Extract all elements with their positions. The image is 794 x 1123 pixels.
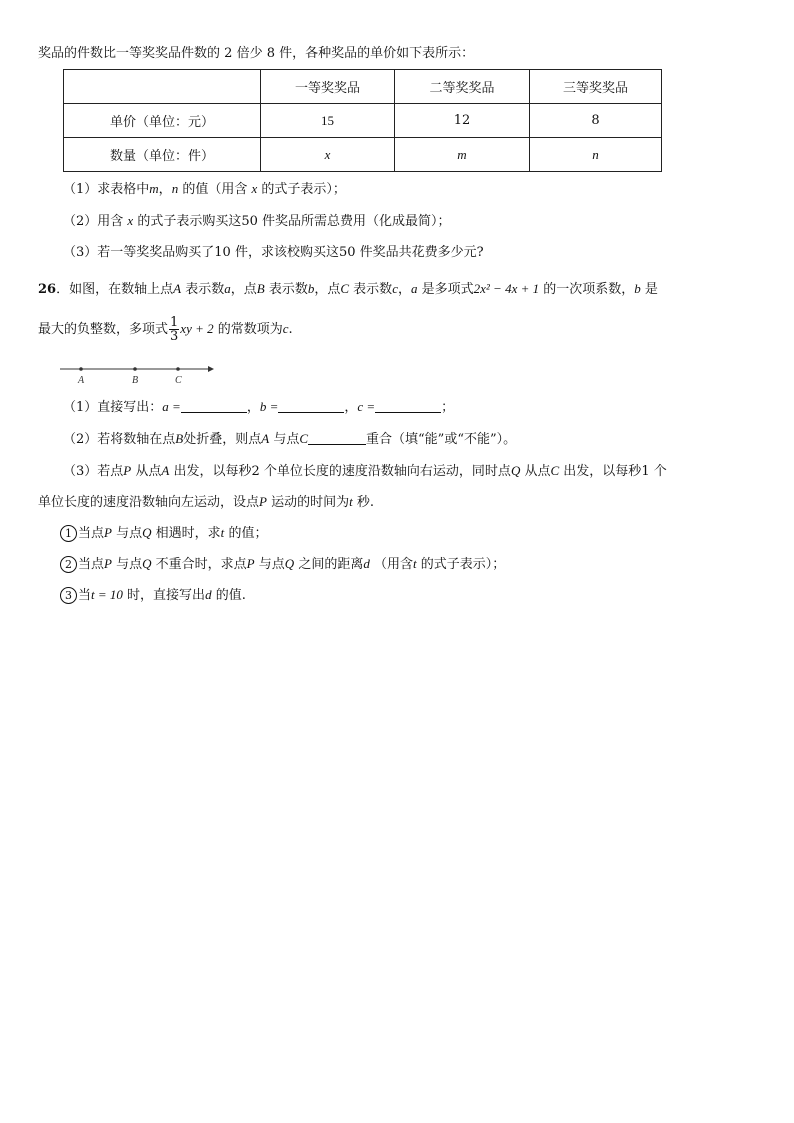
point-C (176, 367, 180, 371)
intro-line (38, 44, 474, 64)
text: 件奖品共花费多少元? (359, 245, 484, 260)
point-A (79, 367, 83, 371)
text: 当点 (78, 526, 105, 541)
table-row-price (64, 104, 662, 138)
table-cell: 15 (261, 104, 395, 138)
intro-part3: 件，各种奖品的单价如下表所示： (279, 46, 475, 61)
var-x: x (127, 213, 134, 228)
equation-t: t = 10 (91, 587, 123, 602)
text: 的式子表示购买这 (137, 214, 242, 229)
var-Q: Q (142, 556, 152, 571)
fraction-numerator: 1 (170, 315, 179, 330)
text: 的值. (215, 588, 246, 603)
q26-line1 (38, 279, 658, 300)
var-Q: Q (510, 463, 521, 478)
eq-b: b = (259, 399, 279, 414)
q25-sub1 (63, 179, 346, 200)
text: （用含 (373, 557, 413, 572)
text: 是多项式 (421, 282, 474, 297)
text: ， (344, 400, 358, 415)
table-row-label: 单价（单位：元） (64, 104, 261, 138)
q26-sub2 (63, 429, 516, 450)
var-P: P (246, 556, 255, 571)
q26-line2 (38, 314, 293, 345)
text: （2）用含 (63, 214, 124, 229)
var-d: d (205, 587, 212, 602)
text: ， (158, 182, 172, 197)
table-row-label: 数量（单位：件） (64, 138, 261, 172)
text: 单位长度的速度沿数轴向左运动，设点 (38, 495, 260, 510)
answer-blank-a[interactable] (181, 398, 247, 413)
text: 表示数 (185, 282, 225, 297)
text: ．如图，在数轴上点 (56, 282, 174, 297)
intro-n2: 2 (224, 46, 233, 61)
circled-number-3-icon: 3 (60, 587, 77, 604)
text: 的常数项为 (217, 322, 283, 337)
var-P: P (104, 525, 112, 540)
answer-blank-fold[interactable] (308, 430, 366, 445)
q26-sub1 (63, 397, 454, 418)
text: （2）若将数轴在点 (63, 432, 176, 447)
table-header-third: 三等奖奖品 (530, 70, 662, 104)
text: 是 (644, 282, 658, 297)
table-row-quantity (64, 138, 662, 172)
var-P: P (104, 556, 112, 571)
text: ，点 (314, 282, 341, 297)
text: 处折叠，则点 (183, 432, 262, 447)
text: 个 (653, 464, 667, 479)
answer-blank-c[interactable] (375, 398, 441, 413)
var-c: c (392, 281, 398, 296)
text: 与点 (273, 432, 300, 447)
var-x: x (251, 181, 258, 196)
var-t: t (412, 556, 417, 571)
text: 的式子表示）； (261, 182, 346, 197)
text: 件奖品所需总费用（化成最简）； (262, 214, 451, 229)
table-cell: n (530, 138, 662, 172)
table-header-second: 二等奖奖品 (395, 70, 530, 104)
var-Q: Q (284, 556, 295, 571)
text: 不重合时，求点 (155, 557, 247, 572)
text: 件，求该校购买这 (234, 245, 339, 260)
table-cell: m (395, 138, 530, 172)
q26-sub3-item1 (60, 523, 267, 544)
number: 10 (214, 245, 231, 260)
number: 50 (241, 214, 258, 229)
number: 1 (641, 464, 650, 479)
number: 50 (338, 245, 356, 260)
point-B (133, 367, 137, 371)
circled-number-1-icon: 1 (60, 525, 77, 542)
intro-n8: 8 (266, 46, 276, 61)
polynomial: 2x² − 4x + 1 (473, 281, 540, 296)
var-A: A (173, 281, 182, 296)
fraction-denominator: 3 (170, 329, 179, 344)
text: 从点 (135, 464, 162, 479)
var-P: P (259, 494, 267, 509)
prize-table (63, 69, 662, 172)
axis-label-C: C (175, 375, 182, 386)
question-number: 26 (38, 282, 57, 297)
var-m: m (149, 181, 159, 196)
var-A: A (161, 463, 170, 478)
polynomial: xy + 2 (180, 321, 214, 336)
q26-sub3-line2 (38, 492, 374, 513)
text: （1）求表格中 (63, 182, 150, 197)
table-header-first: 一等奖奖品 (261, 70, 395, 104)
text: 秒. (356, 495, 375, 510)
text: 与点 (258, 557, 285, 572)
text: 时，直接写出 (127, 588, 206, 603)
text: 之间的距离 (298, 557, 364, 572)
number: 2 (251, 464, 260, 479)
text: 运动的时间为 (271, 495, 350, 510)
intro-part2: 倍少 (236, 46, 263, 61)
text: （3）若点 (63, 464, 124, 479)
text: 出发，以每秒 (173, 464, 252, 479)
number-line-figure (58, 361, 218, 387)
var-a: a (410, 281, 418, 296)
table-header-empty (64, 70, 261, 104)
text: ； (441, 400, 455, 415)
circled-number-2-icon: 2 (60, 556, 77, 573)
var-b: b (634, 281, 641, 296)
var-C: C (340, 281, 350, 296)
arrow-icon (208, 366, 214, 372)
var-C: C (299, 431, 309, 446)
text: 相遇时，求 (155, 526, 221, 541)
text: ，点 (230, 282, 257, 297)
text: （3）若一等奖奖品购买了 (63, 245, 215, 260)
var-c: c (282, 321, 289, 336)
var-B: B (256, 281, 265, 296)
q25-sub2 (63, 211, 451, 232)
axis-label-B: B (132, 375, 139, 386)
q26-sub3-item2 (60, 554, 505, 575)
q26-sub3-line1 (63, 461, 667, 482)
var-Q: Q (142, 525, 152, 540)
text: （1）直接写出： (63, 400, 163, 415)
text: 从点 (524, 464, 551, 479)
table-cell: 8 (530, 104, 662, 138)
var-t: t (349, 494, 353, 509)
text: 表示数 (268, 282, 308, 297)
answer-blank-b[interactable] (278, 398, 344, 413)
table-cell: 12 (395, 104, 530, 138)
eq-a: a = (162, 399, 181, 414)
text: 出发，以每秒 (563, 464, 642, 479)
text: 当点 (78, 557, 105, 572)
text: 的一次项系数， (543, 282, 635, 297)
var-C: C (550, 463, 560, 478)
var-b: b (307, 281, 315, 296)
var-n: n (171, 181, 179, 196)
text: 与点 (116, 557, 143, 572)
q26-sub3-item3 (60, 585, 246, 606)
text: ， (397, 282, 411, 297)
intro-part1: 奖品的件数比一等奖奖品件数的 (38, 46, 221, 61)
text: 表示数 (353, 282, 393, 297)
text: 与点 (116, 526, 143, 541)
text: 当 (78, 588, 92, 603)
text: 的值（用含 (182, 182, 248, 197)
text: 个单位长度的速度沿数轴向右运动，同时点 (263, 464, 511, 479)
q25-sub3 (63, 243, 484, 263)
var-B: B (175, 431, 184, 446)
text: 最大的负整数，多项式 (38, 322, 169, 337)
text: . (288, 322, 293, 337)
var-d: d (363, 556, 370, 571)
table-header-row (64, 70, 662, 104)
fraction (169, 316, 179, 343)
eq-c: c = (357, 399, 376, 414)
text: 的式子表示）； (420, 557, 506, 572)
text: 重合（填“能”或“不能”）。 (366, 432, 517, 447)
var-a: a (224, 281, 231, 296)
var-t: t (220, 525, 225, 540)
var-P: P (123, 463, 132, 478)
axis-label-A: A (78, 375, 85, 386)
table-cell: x (261, 138, 395, 172)
text: ， (246, 400, 260, 415)
text: 的值； (228, 526, 268, 541)
var-A: A (261, 431, 270, 446)
